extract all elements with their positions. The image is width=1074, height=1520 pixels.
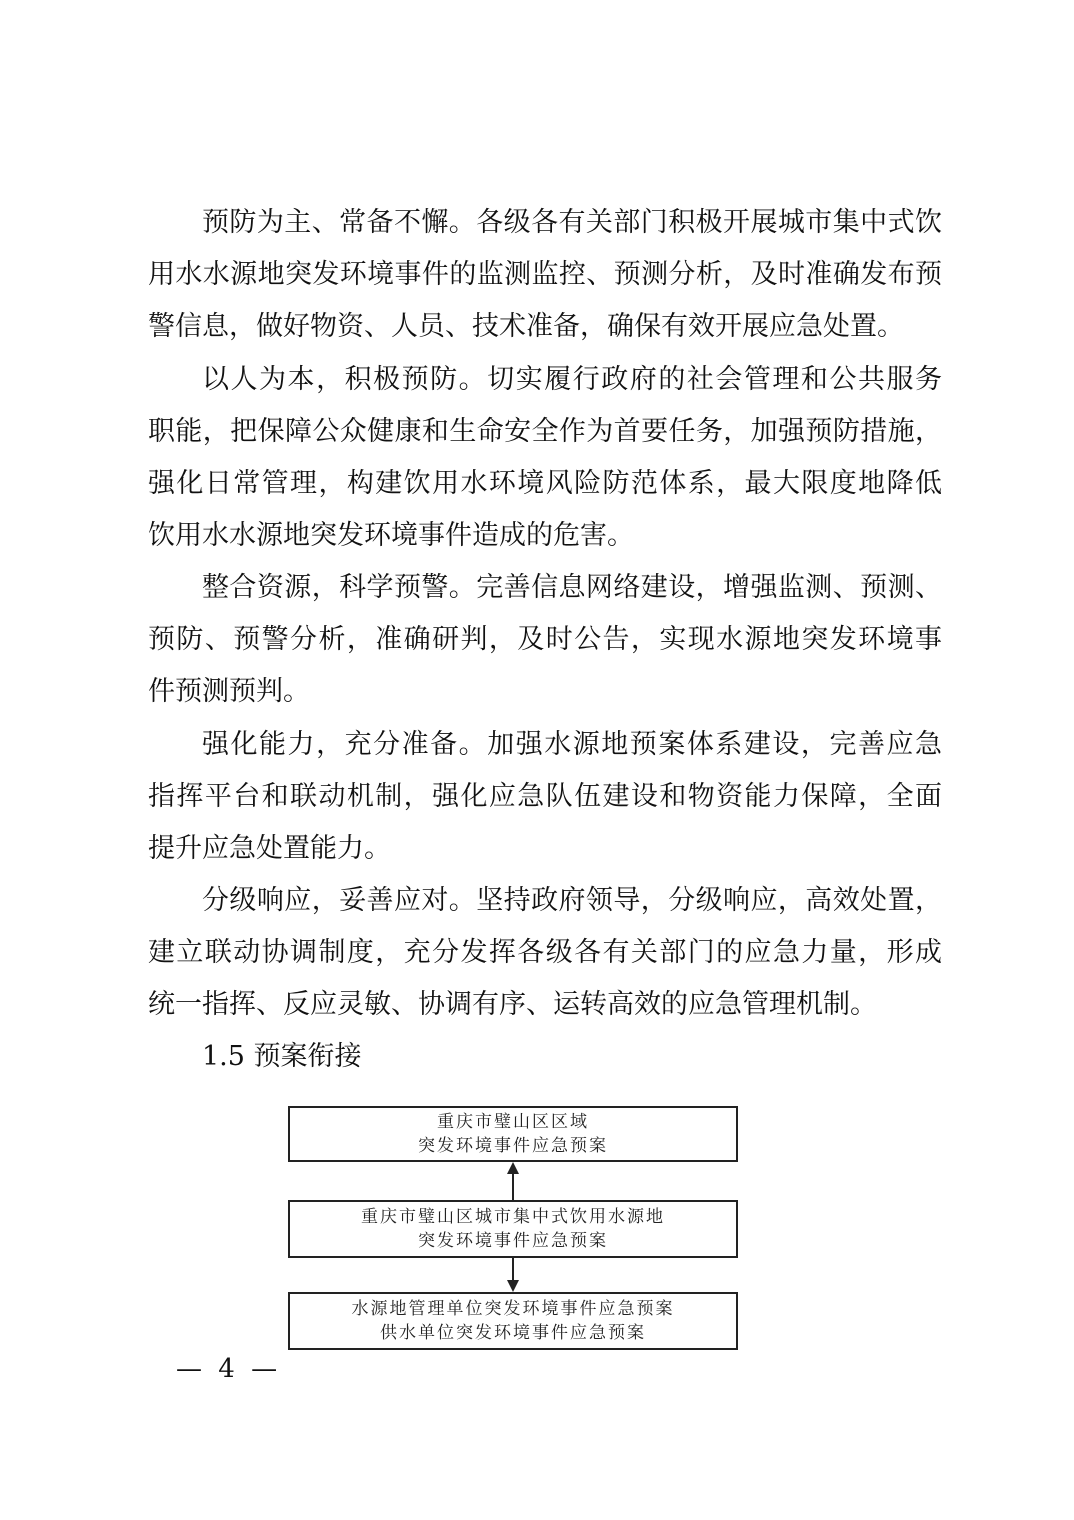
arrow-down-head (507, 1280, 519, 1292)
diagram-top-box (288, 1106, 738, 1162)
paragraph-4-line-3: 提升应急处置能力。 (148, 833, 391, 864)
paragraph-5-line-3: 统一指挥、反应灵敏、协调有序、运转高效的应急管理机制。 (148, 989, 877, 1020)
paragraph-4-line-2: 指挥平台和联动机制，强化应急队伍建设和物资能力保障，全面 (148, 781, 942, 812)
paragraph-3-line-3: 件预测预判。 (148, 676, 310, 707)
paragraph-4-line-1: 强化能力，充分准备。加强水源地预案体系建设，完善应急 (202, 729, 942, 760)
paragraph-5-line-1: 分级响应，妥善应对。坚持政府领导，分级响应，高效处置， (202, 885, 942, 916)
diagram-middle-box (288, 1200, 738, 1258)
paragraph-2-line-1: 以人为本，积极预防。切实履行政府的社会管理和公共服务 (202, 364, 942, 395)
paragraph-3-line-2: 预防、预警分析，准确研判，及时公告，实现水源地突发环境事 (148, 624, 942, 655)
paragraph-2-line-4: 饮用水水源地突发环境事件造成的危害。 (148, 520, 634, 551)
paragraph-1-line-1: 预防为主、常备不懈。各级各有关部门积极开展城市集中式饮 (202, 207, 942, 238)
middle-box-line-2: 突发环境事件应急预案 (418, 1231, 608, 1251)
middle-box-line-1: 重庆市璧山区城市集中式饮用水源地 (361, 1207, 665, 1227)
paragraph-3-line-1: 整合资源，科学预警。完善信息网络建设，增强监测、预测、 (202, 572, 942, 603)
top-box-line-2: 突发环境事件应急预案 (418, 1136, 608, 1156)
section-heading: 1.5 预案衔接 (202, 1041, 362, 1072)
paragraph-2-line-3: 强化日常管理，构建饮用水环境风险防范体系，最大限度地降低 (148, 468, 942, 499)
paragraph-1-line-2: 用水水源地突发环境事件的监测监控、预测分析，及时准确发布预 (148, 259, 942, 290)
paragraph-5-line-2: 建立联动协调制度，充分发挥各级各有关部门的应急力量，形成 (148, 937, 942, 968)
top-box-line-1: 重庆市璧山区区域 (437, 1112, 589, 1132)
arrow-up-head (507, 1162, 519, 1174)
page-number: — 4 — (176, 1354, 282, 1384)
paragraph-1-line-3: 警信息，做好物资、人员、技术准备，确保有效开展应急处置。 (148, 311, 904, 342)
paragraph-2-line-2: 职能，把保障公众健康和生命安全作为首要任务，加强预防措施， (148, 416, 942, 447)
diagram-bottom-box (288, 1292, 738, 1350)
bottom-box-line-2: 供水单位突发环境事件应急预案 (380, 1323, 646, 1343)
bottom-box-line-1: 水源地管理单位突发环境事件应急预案 (351, 1299, 675, 1319)
